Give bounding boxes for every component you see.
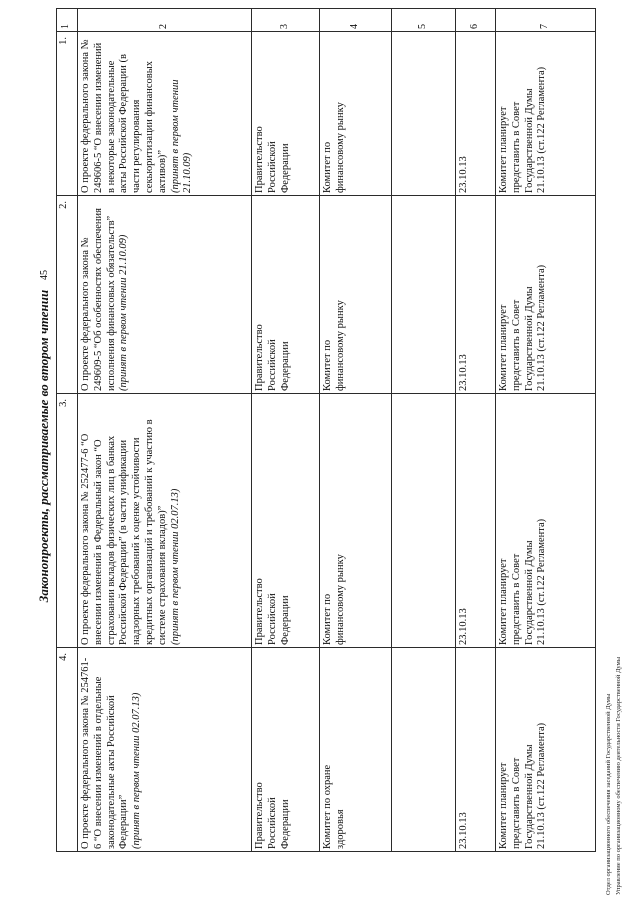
row-number: 1. [58, 37, 69, 45]
plan-text: Комитет планирует представить в Совет Государственной Думы 21.10.13 (ст.122 Регламента) [498, 66, 548, 193]
date-text: 23.10.13 [458, 156, 469, 193]
column-number-2: 2 [158, 24, 169, 29]
row-number: 3. [58, 399, 69, 407]
column-number-cell-6 [456, 8, 496, 32]
row-number-cell [56, 394, 78, 648]
footer-line-2: Управление по организационному обеспечению деятельности Государственной Думы [614, 656, 622, 895]
initiator-cell [252, 32, 320, 196]
bill-text: О проекте федерального закона № 249609-5 “Об особенностях обеспечения исполнения финансовых обязательств” [80, 208, 117, 391]
column-number-cell-3 [252, 8, 320, 32]
plan-cell [496, 648, 596, 852]
column-number-5: 5 [417, 24, 428, 29]
committee-cell [320, 394, 392, 648]
column-number-6: 6 [469, 24, 480, 29]
bill-cell [78, 648, 252, 852]
date-cell [456, 648, 496, 852]
bill-note: (принят в первом чтении 21.10.09) [118, 234, 130, 391]
plan-cell [496, 196, 596, 394]
column-number-7: 7 [539, 24, 550, 29]
column-number-cell-2 [78, 8, 252, 32]
committee-cell [320, 196, 392, 394]
column-number-1: 1 [60, 24, 71, 29]
bill-text-block [80, 201, 131, 391]
section-title-text: Законопроекты, рассматриваемые во втором чтении [36, 289, 51, 603]
initiator-text: Правительство Российской Федерации [254, 126, 291, 193]
bill-text: О проекте федерального закона № 252477-6 “О внесении изменений в Федеральный закон “О страховании вкладов физических лиц в банках Российской Федерации” (в части унификации надзорных требований к оценке устойчивости кредитных организаций и требований к участию в системе страхования вкладов)” [80, 419, 168, 645]
bill-cell [78, 32, 252, 196]
committee-text: Комитет по финансовому рынку [322, 102, 346, 193]
committee-cell [320, 32, 392, 196]
bill-text-block [80, 653, 144, 849]
row-number-cell [56, 32, 78, 196]
footer-attribution [602, 578, 628, 898]
footer-text-block [604, 583, 624, 895]
section-title [30, 235, 56, 655]
bill-note: (принят в первом чтении 02.07.13) [169, 488, 181, 645]
plan-cell [496, 394, 596, 648]
date-cell [456, 394, 496, 648]
committee-cell [320, 648, 392, 852]
committee-text: Комитет по финансовому рынку [322, 554, 346, 645]
bill-cell [78, 394, 252, 648]
row-number: 4. [58, 653, 69, 661]
row-number-cell [56, 648, 78, 852]
committee-text: Комитет по финансовому рынку [322, 300, 346, 391]
column-number-cell-5 [392, 8, 456, 32]
column-number-cell-7 [496, 8, 596, 32]
initiator-text: Правительство Российской Федерации [254, 324, 291, 391]
initiator-cell [252, 648, 320, 852]
initiator-text: Правительство Российской Федерации [254, 782, 291, 849]
empty-cell [392, 32, 456, 196]
bill-text: О проекте федерального закона № 254761-6 “О внесении изменений в отдельные законодательные акты Российской Федерации” [80, 657, 130, 849]
column-number-4: 4 [349, 24, 360, 29]
bill-cell [78, 196, 252, 394]
date-cell [456, 32, 496, 196]
bill-text: О проекте федерального закона № 249606-5 “О внесении изменений в некоторые законодательные акты Российской Федерации (в части регулирования секьюритизации финансовых активов)” [80, 39, 168, 193]
plan-text: Комитет планирует представить в Совет Государственной Думы 21.10.13 (ст.122 Регламента) [498, 518, 548, 645]
plan-cell [496, 32, 596, 196]
date-text: 23.10.13 [458, 812, 469, 849]
column-number-cell-1 [56, 8, 78, 32]
plan-text: Комитет планирует представить в Совет Государственной Думы 21.10.13 (ст.122 Регламента) [498, 722, 548, 849]
bill-text-block [80, 37, 195, 193]
bill-text-block [80, 399, 182, 645]
plan-text: Комитет планирует представить в Совет Государственной Думы 21.10.13 (ст.122 Регламента) [498, 264, 548, 391]
initiator-text: Правительство Российской Федерации [254, 578, 291, 645]
bill-note: (принят в первом чтении 21.10.09) [169, 79, 194, 193]
initiator-cell [252, 394, 320, 648]
column-number-3: 3 [279, 24, 290, 29]
committee-text: Комитет по охране здоровья [322, 764, 346, 849]
date-text: 23.10.13 [458, 608, 469, 645]
bill-note: (принят в первом чтении 02.07.13) [131, 692, 143, 849]
row-number-cell [56, 196, 78, 394]
date-text: 23.10.13 [458, 354, 469, 391]
initiator-cell [252, 196, 320, 394]
empty-cell [392, 394, 456, 648]
footer-line-1: Отдел организационного обеспечения заседаний Государственной Думы [605, 693, 612, 895]
date-cell [456, 196, 496, 394]
page-number-text: 45 [39, 270, 50, 280]
empty-cell [392, 196, 456, 394]
empty-cell [392, 648, 456, 852]
column-number-cell-4 [320, 8, 392, 32]
row-number: 2. [58, 201, 69, 209]
